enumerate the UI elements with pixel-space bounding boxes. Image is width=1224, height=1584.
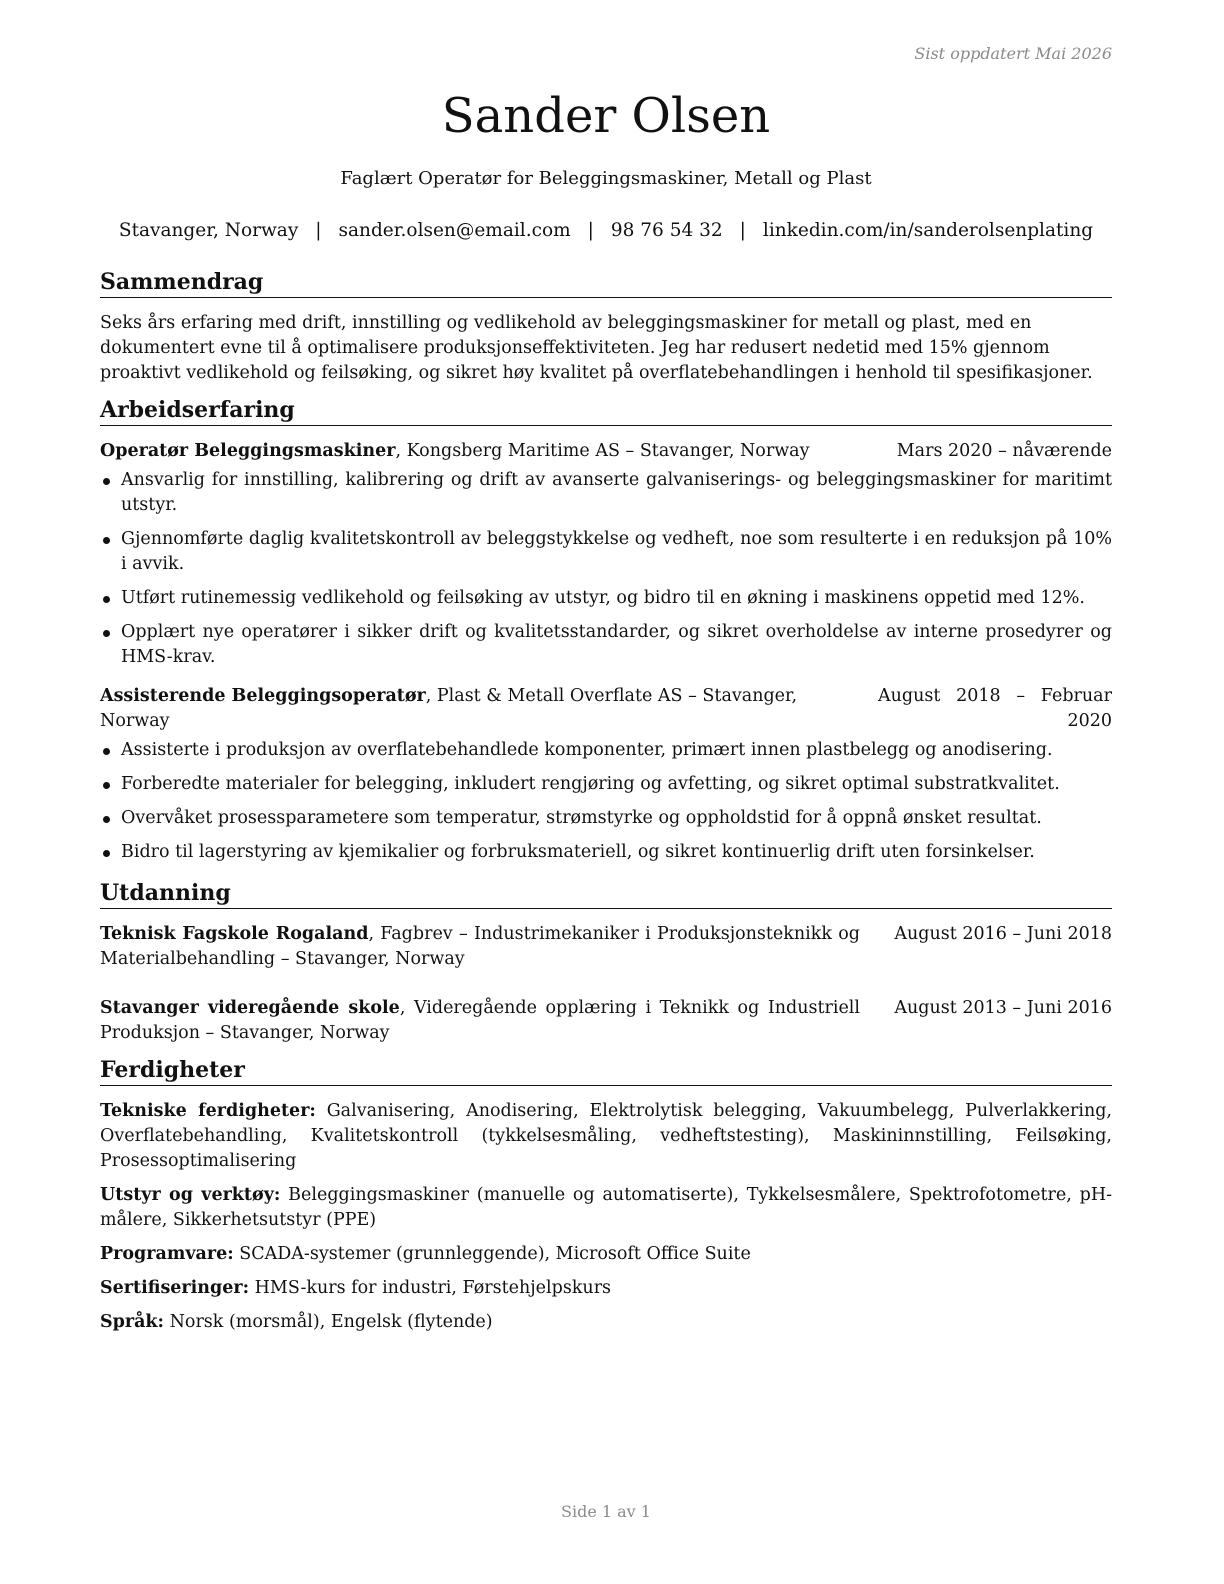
bullet-text: Overvåket prosessparametere som temperatur, strømstyrke og oppholdstid for å oppnå ønsket resultat. bbox=[121, 808, 1042, 828]
bullet-text: Ansvarlig for innstilling, kalibrering og drift av avanserte galvaniserings- og beleggingsmaskiner for maritimt utstyr. bbox=[121, 470, 1112, 515]
list-item bbox=[100, 738, 1112, 763]
contact-line bbox=[100, 219, 1112, 243]
bullet-icon bbox=[103, 596, 110, 603]
skill-value: Galvanisering, Anodisering, Elektrolytisk belegging, Vakuumbelegg, Pulverlakkering, Overflatebehandling, Kvalitetskontroll (tykkelsesmåling, vedheftstesting), Maskininnstilling, Feilsøking, Prosessoptimalisering bbox=[100, 1101, 1112, 1171]
education-entry bbox=[100, 922, 1112, 972]
skill-value: HMS-kurs for industri, Førstehjelpskurs bbox=[249, 1278, 612, 1298]
section-title: Utdanning bbox=[100, 879, 1112, 909]
bullet-icon bbox=[103, 478, 110, 485]
job-role: Assisterende Beleggingsoperatør bbox=[100, 686, 426, 706]
job-heading bbox=[100, 684, 878, 734]
section-title: Ferdigheter bbox=[100, 1056, 1112, 1086]
job-bullets bbox=[100, 738, 1112, 865]
job-employer: , Plast & Metall Overflate AS – Stavanger, Norway bbox=[100, 686, 798, 731]
list-item bbox=[100, 527, 1112, 577]
bullet-icon bbox=[103, 630, 110, 637]
bullet-icon bbox=[103, 850, 110, 857]
skill-value: SCADA-systemer (grunnleggende), Microsoft Office Suite bbox=[233, 1244, 751, 1264]
skills-section bbox=[100, 1056, 1112, 1335]
resume-page bbox=[100, 0, 1112, 1584]
job-heading bbox=[100, 439, 897, 464]
resume-body bbox=[100, 268, 1112, 1335]
skill-value: Beleggingsmaskiner (manuelle og automatiserte), Tykkelsesmålere, Spektrofotometre, pH-målere, Sikkerhetsutstyr (PPE) bbox=[100, 1185, 1112, 1230]
job-employer: , Kongsberg Maritime AS – Stavanger, Norway bbox=[395, 441, 810, 461]
job-dates: Mars 2020 – nåværende bbox=[896, 441, 1112, 461]
skill-line bbox=[100, 1242, 1112, 1267]
contact-email[interactable]: sander.olsen@email.com bbox=[338, 220, 571, 241]
list-item bbox=[100, 620, 1112, 670]
bullet-text: Gjennomførte daglig kvalitetskontroll av beleggstykkelse og vedheft, noe som resulterte i en reduksjon på 10% i avvik. bbox=[121, 529, 1112, 574]
education-details: , Videregående opplæring i Teknikk og Industriell Produksjon – Stavanger, Norway bbox=[100, 998, 861, 1043]
job-header bbox=[100, 684, 1112, 734]
list-item bbox=[100, 806, 1112, 831]
list-item bbox=[100, 772, 1112, 797]
job-role: Operatør Beleggingsmaskiner bbox=[100, 441, 396, 461]
candidate-name: Sander Olsen bbox=[441, 88, 771, 144]
contact-linkedin[interactable]: linkedin.com/in/sanderolsenplating bbox=[762, 220, 1094, 241]
bullet-icon bbox=[103, 748, 110, 755]
last-updated: Sist oppdatert Mai 2026 bbox=[914, 44, 1112, 63]
summary-text: Seks års erfaring med drift, innstilling og vedlikehold av beleggingsmaskiner for metall og plast, med en dokumentert evne til å optimalisere produksjonseffektiviteten. Jeg har redusert nedetid med 15% gjennom proaktivt vedlikehold og feilsøking, og sikret høy kvalitet på overflatebehandlingen i henhold til spesifikasjoner. bbox=[100, 313, 1093, 383]
list-item bbox=[100, 586, 1112, 611]
skill-label: Språk: bbox=[100, 1312, 165, 1332]
skill-label: Programvare: bbox=[100, 1244, 234, 1264]
summary-section bbox=[100, 268, 1112, 386]
education-section bbox=[100, 879, 1112, 1046]
bullet-text: Opplært nye operatører i sikker drift og kvalitetsstandarder, og sikret overholdelse av interne prosedyrer og HMS-krav. bbox=[121, 622, 1112, 667]
bullet-icon bbox=[103, 537, 110, 544]
school-name: Stavanger videregående skole bbox=[100, 998, 400, 1018]
education-dates: August 2013 – Juni 2016 bbox=[894, 998, 1112, 1018]
contact-location: Stavanger, Norway bbox=[118, 220, 299, 241]
list-item bbox=[100, 840, 1112, 865]
experience-section bbox=[100, 396, 1112, 865]
bullet-text: Assisterte i produksjon av overflatebehandlede komponenter, primært innen plastbelegg og anodisering. bbox=[121, 740, 1053, 760]
contact-separator: | bbox=[587, 220, 594, 241]
skill-line bbox=[100, 1276, 1112, 1301]
education-heading bbox=[100, 996, 878, 1046]
bullet-text: Forberedte materialer for belegging, inkludert rengjøring og avfetting, og sikret optimal substratkvalitet. bbox=[121, 774, 1060, 794]
bullet-icon bbox=[103, 816, 110, 823]
school-name: Teknisk Fagskole Rogaland bbox=[100, 924, 369, 944]
skill-line bbox=[100, 1310, 1112, 1335]
education-header bbox=[100, 922, 1112, 972]
job-bullets bbox=[100, 468, 1112, 670]
job-entry bbox=[100, 439, 1112, 670]
skill-line bbox=[100, 1099, 1112, 1174]
candidate-title: Faglært Operatør for Beleggingsmaskiner, Metall og Plast bbox=[340, 168, 872, 189]
page-number: Side 1 av 1 bbox=[561, 1502, 651, 1521]
skill-label: Tekniske ferdigheter: bbox=[100, 1101, 316, 1121]
skill-line bbox=[100, 1183, 1112, 1233]
bullet-text: Bidro til lagerstyring av kjemikalier og forbruksmateriell, og sikret kontinuerlig drift uten forsinkelser. bbox=[121, 842, 1035, 862]
job-dates: August 2018 – Februar 2020 bbox=[878, 686, 1112, 731]
job-entry bbox=[100, 684, 1112, 865]
skill-label: Sertifiseringer: bbox=[100, 1278, 250, 1298]
education-entry bbox=[100, 996, 1112, 1046]
job-header bbox=[100, 439, 1112, 464]
contact-phone: 98 76 54 32 bbox=[610, 220, 723, 241]
education-header bbox=[100, 996, 1112, 1046]
skill-label: Utstyr og verktøy: bbox=[100, 1185, 281, 1205]
bullet-text: Utført rutinemessig vedlikehold og feilsøking av utstyr, og bidro til en økning i maskinens oppetid med 12%. bbox=[121, 588, 1085, 608]
education-heading bbox=[100, 922, 878, 972]
contact-separator: | bbox=[315, 220, 322, 241]
skill-value: Norsk (morsmål), Engelsk (flytende) bbox=[164, 1312, 493, 1332]
education-dates: August 2016 – Juni 2018 bbox=[894, 924, 1112, 944]
bullet-icon bbox=[103, 782, 110, 789]
education-details: , Fagbrev – Industrimekaniker i Produksjonsteknikk og Materialbehandling – Stavanger, Norway bbox=[100, 924, 860, 969]
list-item bbox=[100, 468, 1112, 518]
section-title: Arbeidserfaring bbox=[100, 396, 1112, 426]
section-title: Sammendrag bbox=[100, 268, 1112, 298]
contact-separator: | bbox=[739, 220, 746, 241]
